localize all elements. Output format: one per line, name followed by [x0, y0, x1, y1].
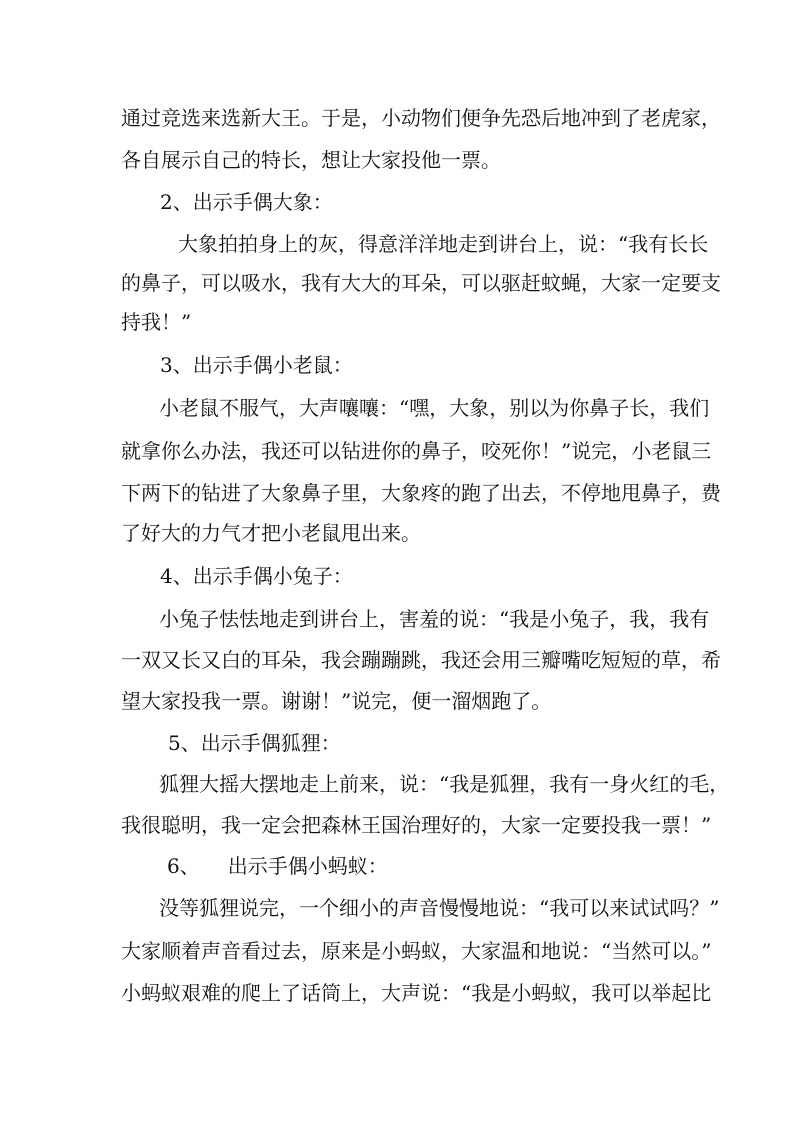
body-text-line: 小老鼠不服气，大声嚷嚷：“嘿，大象，别以为你鼻子长，我们	[159, 396, 710, 420]
body-text-line: 望大家投我一票。谢谢！”说完，便一溜烟跑了。	[121, 689, 552, 713]
body-text-line: 下两下的钻进了大象鼻子里，大象疼的跑了出去，不停地甩鼻子，费	[121, 481, 721, 505]
section-heading: 2、出示手偶大象：	[160, 190, 333, 214]
section-number: 6、	[167, 854, 200, 878]
section-heading: 4、出示手偶小兔子：	[160, 564, 353, 588]
section-title: 出示手偶小蚂蚁：	[227, 854, 388, 878]
body-text-line: 小蚂蚁艰难的爬上了话筒上，大声说：“我是小蚂蚁，我可以举起比	[121, 981, 712, 1005]
body-text-line: 的鼻子，可以吸水，我有大大的耳朵，可以驱赶蚊蝇，大家一定要支	[121, 271, 721, 295]
body-text-line: 一双又长又白的耳朵，我会蹦蹦跳，我还会用三瓣嘴吃短短的草，希	[121, 648, 721, 672]
body-text-line: 我很聪明，我一定会把森林王国治理好的，大家一定要投我一票！”	[121, 813, 712, 837]
body-text-line: 狐狸大摇大摆地走上前来，说：“我是狐狸，我有一身火红的毛，	[159, 772, 730, 796]
body-text-line: 大家顺着声音看过去，原来是小蚂蚁，大家温和地说：“当然可以。”	[121, 939, 712, 963]
body-text-line: 了好大的力气才把小老鼠甩出来。	[121, 521, 421, 545]
section-heading	[167, 851, 388, 881]
body-text-line: 通过竞选来选新大王。于是，小动物们便争先恐后地冲到了老虎家，	[121, 106, 721, 130]
body-text-line: 各自展示自己的特长，想让大家投他一票。	[121, 148, 501, 172]
section-heading: 3、出示手偶小老鼠：	[160, 353, 353, 377]
body-text-line: 持我！”	[121, 310, 192, 334]
section-heading: 5、出示手偶狐狸：	[168, 731, 341, 755]
body-text-line: 小兔子怯怯地走到讲台上，害羞的说：“我是小兔子，我，我有	[159, 607, 710, 631]
body-text-line: 大象拍拍身上的灰，得意洋洋地走到讲台上，说：“我有长长	[178, 232, 709, 256]
body-text-line: 就拿你么办法，我还可以钻进你的鼻子，咬死你！”说完，小老鼠三	[121, 439, 712, 463]
body-text-line: 没等狐狸说完，一个细小的声音慢慢地说：“我可以来试试吗？”	[159, 896, 720, 920]
